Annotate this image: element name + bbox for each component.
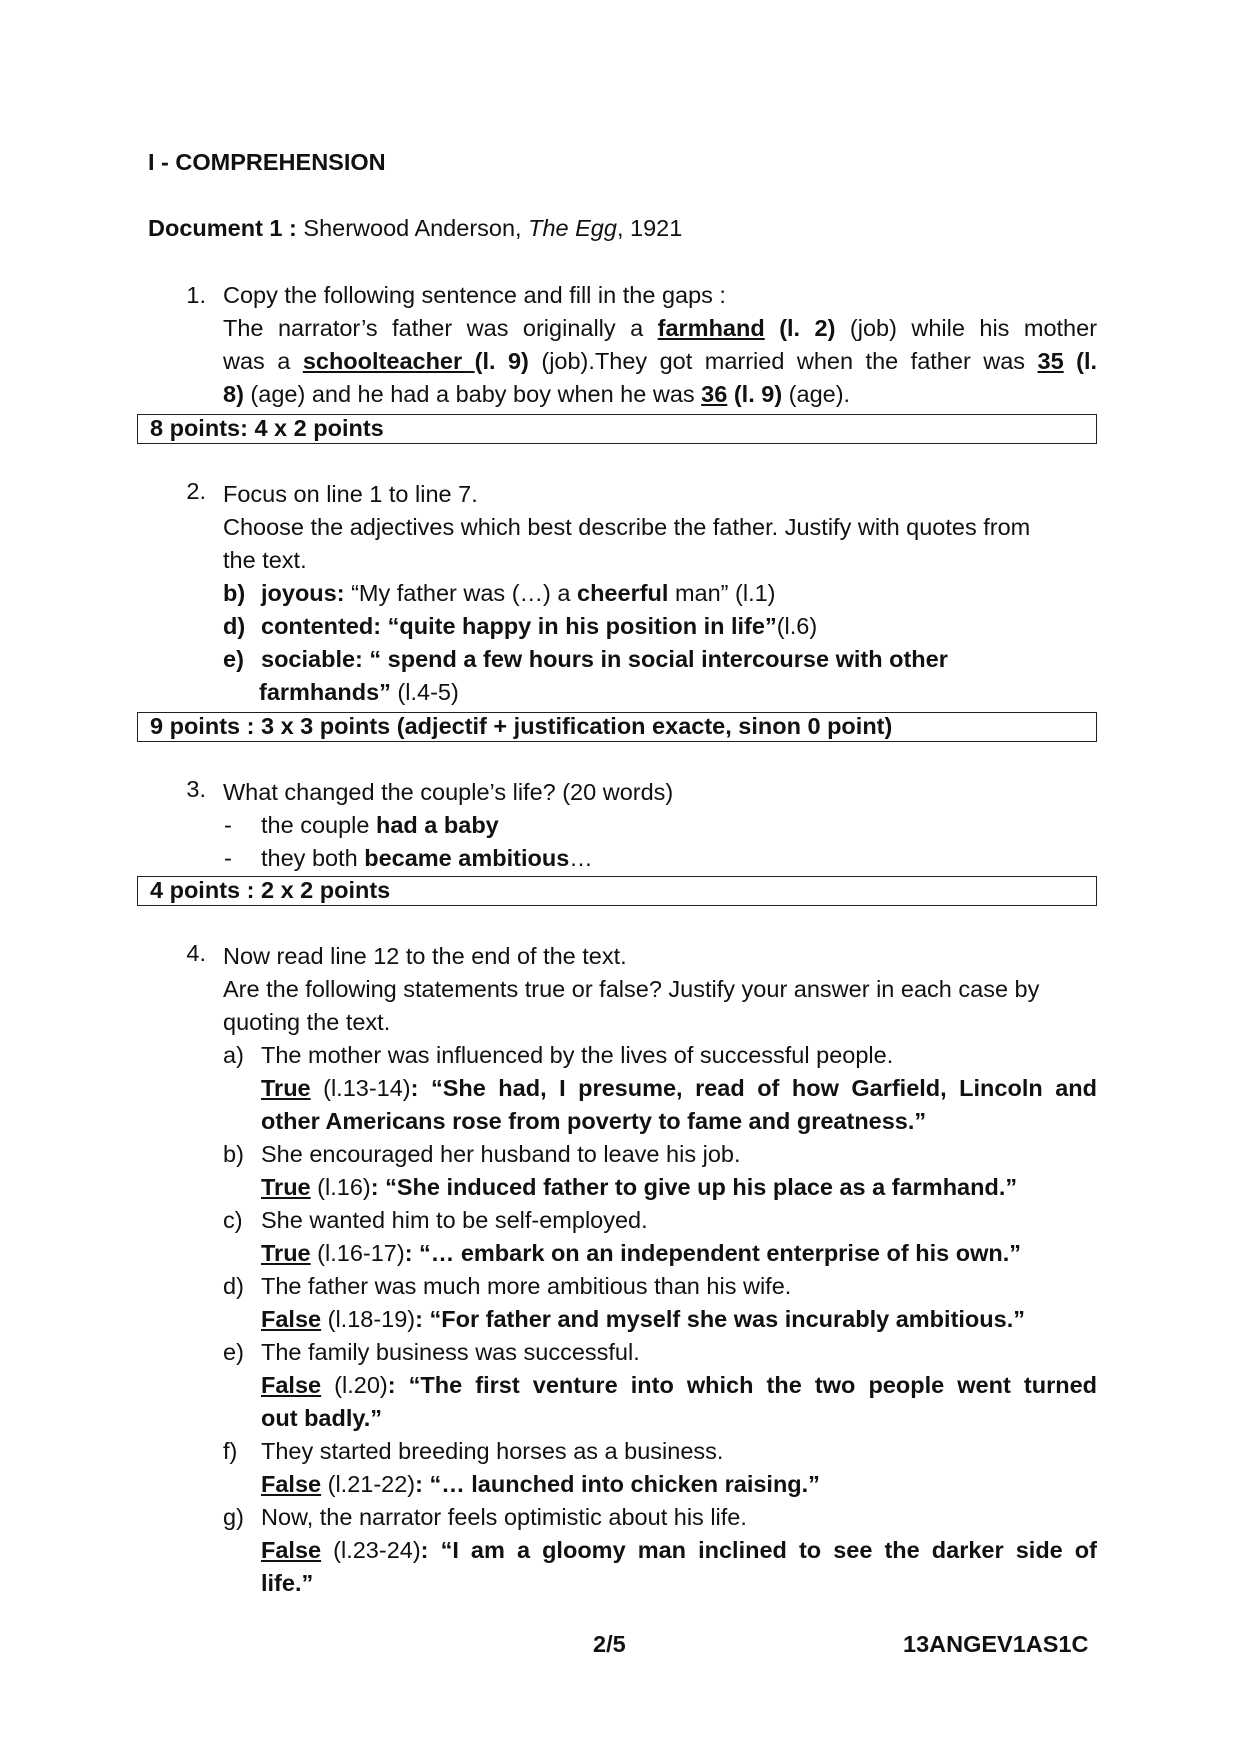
q4-g-answer: False (l.23-24): “I am a gloomy man inclined to see the darker side of — [261, 1537, 1097, 1563]
exam-code: 13ANGEV1AS1C — [903, 1631, 1089, 1657]
q3-prompt: What changed the couple’s life? (20 words) — [223, 779, 674, 805]
q2-item-letter: d) — [223, 613, 246, 639]
q2-item-e: sociable: “ spend a few hours in social intercourse with other — [261, 646, 948, 672]
q4-e-answer: False (l.20): “The first venture into which the two people went turned — [261, 1372, 1097, 1398]
q3-dash: - — [224, 845, 232, 871]
q3-item-2: they both became ambitious… — [261, 845, 593, 871]
q4-item-letter: e) — [223, 1339, 244, 1365]
q4-a-answer: True (l.13-14): “She had, I presume, read of how Garfield, Lincoln and — [261, 1075, 1097, 1101]
q4-number: 4. — [186, 940, 206, 966]
q2-prompt-2: Choose the adjectives which best describe the father. Justify with quotes from — [223, 514, 1031, 540]
q2-item-letter: e) — [223, 646, 244, 672]
q2-item-d: contented: “quite happy in his position in life”(l.6) — [261, 613, 818, 639]
q2-number: 2. — [186, 478, 206, 504]
q4-c-statement: She wanted him to be self-employed. — [261, 1207, 648, 1233]
q4-a-statement: The mother was influenced by the lives of successful people. — [261, 1042, 894, 1068]
q4-item-letter: f) — [223, 1438, 238, 1464]
q4-item-letter: a) — [223, 1042, 244, 1068]
q4-f-answer: False (l.21-22): “… launched into chicken raising.” — [261, 1471, 820, 1497]
q4-b-answer: True (l.16): “She induced father to give up his place as a farmhand.” — [261, 1174, 1018, 1200]
q4-g-statement: Now, the narrator feels optimistic about his life. — [261, 1504, 747, 1530]
q4-e-answer-cont: out badly.” — [261, 1405, 382, 1431]
q2-item-b: joyous: “My father was (…) a cheerful man” (l.1) — [261, 580, 776, 606]
q4-f-statement: They started breeding horses as a business. — [261, 1438, 724, 1464]
q2-item-letter: b) — [223, 580, 246, 606]
q1-points-box: 8 points: 4 x 2 points — [137, 414, 1097, 444]
q4-prompt-1: Now read line 12 to the end of the text. — [223, 943, 627, 969]
q4-a-answer-cont: other Americans rose from poverty to fame and greatness.” — [261, 1108, 927, 1134]
q2-prompt-1: Focus on line 1 to line 7. — [223, 481, 478, 507]
q1-line-2: was a schoolteacher (l. 9) (job).They got married when the father was 35 (l. — [223, 348, 1098, 374]
q1-line-1: The narrator’s father was originally a farmhand (l. 2) (job) while his mother — [223, 315, 1098, 341]
q3-dash: - — [224, 812, 232, 838]
q1-line-3: 8) (age) and he had a baby boy when he was 36 (l. 9) (age). — [223, 381, 851, 407]
q4-c-answer: True (l.16-17): “… embark on an independent enterprise of his own.” — [261, 1240, 1021, 1266]
q3-item-1: the couple had a baby — [261, 812, 499, 838]
q4-d-statement: The father was much more ambitious than his wife. — [261, 1273, 792, 1299]
page-number: 2/5 — [593, 1631, 626, 1657]
q4-e-statement: The family business was successful. — [261, 1339, 640, 1365]
q2-item-e-cont: farmhands” (l.4-5) — [259, 679, 459, 705]
section-title: I - COMPREHENSION — [148, 149, 386, 175]
q4-prompt-2: Are the following statements true or false? Justify your answer in each case by — [223, 976, 1040, 1002]
q4-d-answer: False (l.18-19): “For father and myself she was incurably ambitious.” — [261, 1306, 1025, 1332]
q1-prompt: Copy the following sentence and fill in the gaps : — [223, 282, 726, 308]
q3-points-box: 4 points : 2 x 2 points — [137, 876, 1097, 906]
q1-number: 1. — [186, 282, 206, 308]
q4-item-letter: d) — [223, 1273, 244, 1299]
q2-prompt-3: the text. — [223, 547, 307, 573]
q4-prompt-3: quoting the text. — [223, 1009, 391, 1035]
document-reference: Document 1 : Sherwood Anderson, The Egg, 1921 — [148, 215, 683, 241]
q2-points-box: 9 points : 3 x 3 points (adjectif + justification exacte, sinon 0 point) — [137, 712, 1097, 742]
q4-item-letter: g) — [223, 1504, 244, 1530]
q4-g-answer-cont: life.” — [261, 1570, 314, 1596]
q4-item-letter: b) — [223, 1141, 244, 1167]
q4-b-statement: She encouraged her husband to leave his job. — [261, 1141, 741, 1167]
q3-number: 3. — [186, 776, 206, 802]
q4-item-letter: c) — [223, 1207, 243, 1233]
